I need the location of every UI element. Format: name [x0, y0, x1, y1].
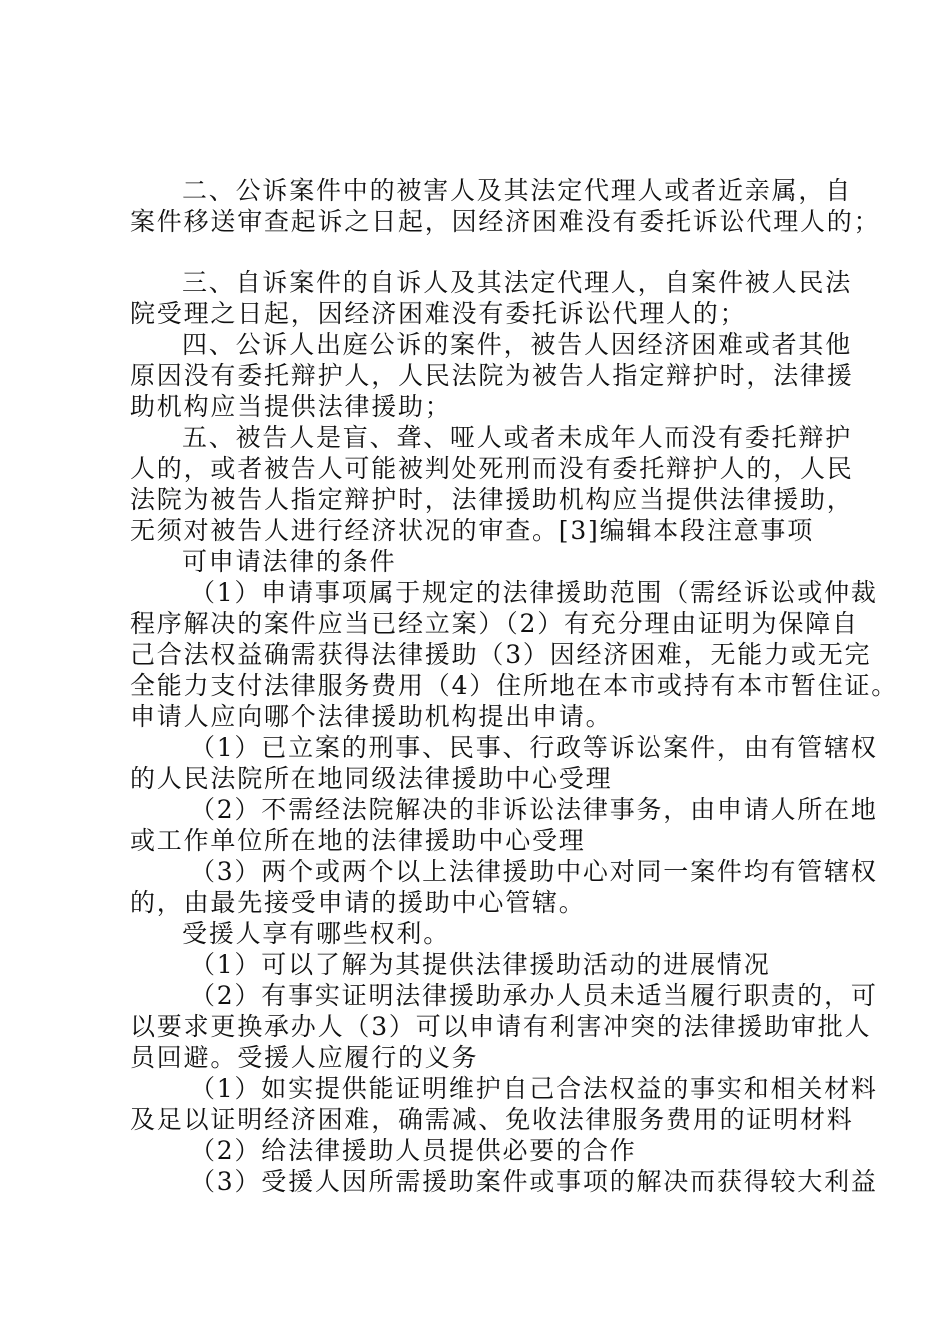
paragraph-line: 员回避。受援人应履行的义务 — [130, 1043, 479, 1072]
paragraph-line: 的人民法院所在地同级法律援助中心受理 — [130, 764, 613, 793]
paragraph-line: （2）不需经法院解决的非诉讼法律事务，由申请人所在地 — [190, 795, 878, 824]
paragraph-line: 四、公诉人出庭公诉的案件，被告人因经济困难或者其他 — [182, 330, 853, 359]
paragraph-line: （1）如实提供能证明维护自己合法权益的事实和相关材料 — [190, 1074, 878, 1103]
paragraph-line: 原因没有委托辩护人，人民法院为被告人指定辩护时，法律援 — [130, 361, 854, 390]
section-heading: 受援人享有哪些权利。 — [182, 919, 451, 948]
paragraph-line: 及足以证明经济困难，确需减、免收法律服务费用的证明材料 — [130, 1105, 854, 1134]
paragraph-line: 五、被告人是盲、聋、哑人或者未成年人而没有委托辩护 — [182, 423, 853, 452]
paragraph-line: （2）给法律援助人员提供必要的合作 — [190, 1136, 637, 1165]
paragraph-line: （3）两个或两个以上法律援助中心对同一案件均有管辖权 — [190, 857, 878, 886]
paragraph-line: 申请人应向哪个法律援助机构提出申请。 — [130, 702, 613, 731]
paragraph-line: （1）可以了解为其提供法律援助活动的进展情况 — [190, 950, 771, 979]
paragraph-line: （2）有事实证明法律援助承办人员未适当履行职责的，可 — [190, 981, 878, 1010]
paragraph-line: 院受理之日起，因经济困难没有委托诉讼代理人的； — [130, 299, 747, 328]
paragraph-line: 全能力支付法律服务费用（4）住所地在本市或持有本市暂住证。 — [130, 671, 899, 700]
paragraph-line: 己合法权益确需获得法律援助（3）因经济困难，无能力或无完 — [130, 640, 872, 669]
paragraph-line: （1）已立案的刑事、民事、行政等诉讼案件，由有管辖权 — [190, 733, 878, 762]
section-heading: 可申请法律的条件 — [182, 547, 397, 576]
paragraph-line: 的，由最先接受申请的援助中心管辖。 — [130, 888, 586, 917]
paragraph-line: 三、自诉案件的自诉人及其法定代理人，自案件被人民法 — [182, 268, 853, 297]
paragraph-line: 法院为被告人指定辩护时，法律援助机构应当提供法律援助， — [130, 485, 854, 514]
paragraph-line: 助机构应当提供法律援助； — [130, 392, 452, 421]
paragraph-line: 人的，或者被告人可能被判处死刑而没有委托辩护人的，人民 — [130, 454, 854, 483]
paragraph-line: 以要求更换承办人（3）可以申请有利害冲突的法律援助审批人 — [130, 1012, 872, 1041]
paragraph-line: 无须对被告人进行经济状况的审查。[3]编辑本段注意事项 — [130, 516, 815, 545]
paragraph-line: 案件移送审查起诉之日起，因经济困难没有委托诉讼代理人的； — [130, 207, 881, 236]
paragraph-line: （3）受援人因所需援助案件或事项的解决而获得较大利益 — [190, 1167, 878, 1196]
paragraph-line: 二、公诉案件中的被害人及其法定代理人或者近亲属，自 — [182, 176, 853, 205]
paragraph-line: 或工作单位所在地的法律援助中心受理 — [130, 826, 586, 855]
paragraph-line: 程序解决的案件应当已经立案）（2）有充分理由证明为保障自 — [130, 609, 859, 638]
paragraph-line: （1）申请事项属于规定的法律援助范围（需经诉讼或仲裁 — [190, 578, 878, 607]
